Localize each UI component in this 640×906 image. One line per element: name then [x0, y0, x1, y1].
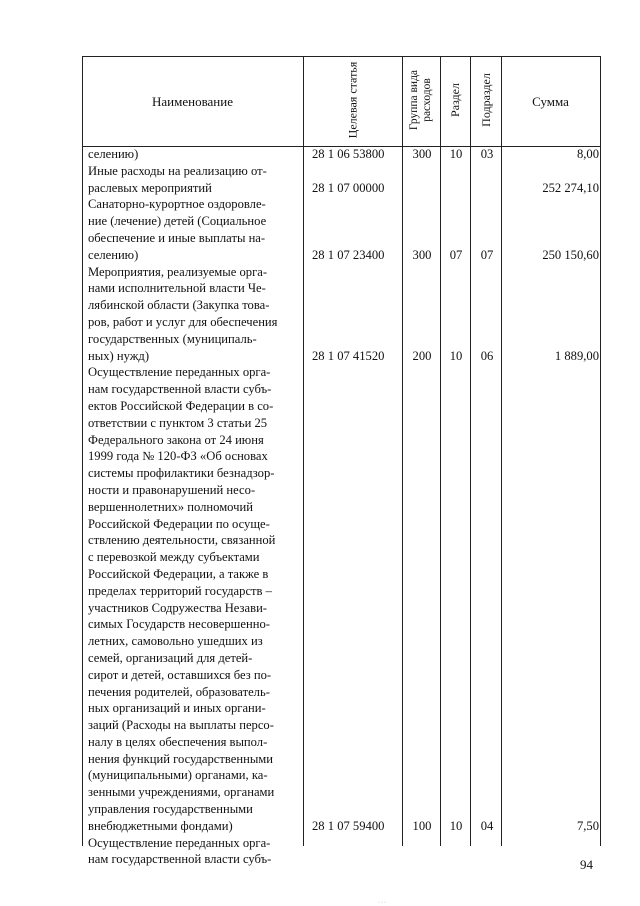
name-line: обеспечение и иные выплаты на-	[88, 230, 266, 245]
name-line: ных организаций и иных органи-	[88, 701, 266, 716]
subsection-code: 04	[480, 819, 494, 833]
name-line: сирот и детей, оставшихся без по-	[88, 667, 272, 682]
target-code: 28 1 07 41520	[312, 348, 385, 363]
section-code: 10	[449, 147, 463, 161]
expense-group: 300	[412, 147, 432, 161]
subsection-code: 06	[480, 348, 494, 363]
header-group-text: Группа вида расходов	[408, 69, 433, 131]
name-line: Иные расходы на реализацию от-	[88, 163, 267, 178]
table-top-border	[82, 56, 601, 57]
header-subsection	[480, 73, 492, 127]
name-line: ответствии с пунктом 3 статьи 25	[88, 415, 268, 430]
subsection-code: 03	[480, 147, 494, 161]
name-line: государственных (муниципаль-	[88, 331, 257, 346]
header-name: Наименование	[152, 94, 233, 109]
amount-value: 8,00	[576, 147, 599, 161]
target-code: 28 1 06 53800	[312, 147, 385, 161]
table-right-border	[600, 56, 601, 846]
col-divider-section	[440, 56, 441, 846]
name-line: ствлению деятельности, связанной	[88, 533, 276, 548]
name-line: ров, работ и услуг для обеспечения	[88, 314, 278, 329]
name-line: нам государственной власти субъ-	[88, 852, 272, 867]
name-line: системы профилактики безнадзор-	[88, 466, 275, 481]
col-divider-subsection	[470, 56, 471, 846]
name-line: Мероприятия, реализуемые орга-	[88, 264, 268, 279]
subsection-code: 07	[480, 247, 494, 262]
name-line: управления государственными	[88, 802, 253, 817]
amount-value: 252 274,10	[542, 180, 599, 195]
target-code: 28 1 07 00000	[312, 180, 385, 195]
name-line: внебюджетными фондами)	[88, 818, 233, 833]
name-line: заций (Расходы на выплаты персо-	[88, 718, 274, 733]
name-line: ности и правонарушений несо-	[88, 482, 256, 497]
name-line: селению)	[88, 147, 139, 161]
header-section-text: Раздел	[448, 83, 462, 117]
name-line: участников Содружества Незави-	[88, 600, 267, 615]
name-line: раслевых мероприятий	[88, 180, 212, 195]
name-column	[88, 146, 299, 868]
header-subsection-text: Подраздел	[479, 73, 493, 127]
name-line: вершеннолетних» полномочий	[88, 499, 253, 514]
header-section	[449, 83, 461, 117]
section-code: 10	[449, 819, 463, 833]
header-target	[347, 60, 360, 140]
header-group	[408, 59, 434, 141]
name-line: семей, организаций для детей-	[88, 650, 253, 665]
name-line: зенными учреждениями, органами	[88, 785, 275, 800]
table-left-border	[82, 56, 83, 846]
name-line: Санаторно-курортное оздоровле-	[88, 197, 266, 212]
name-line: Осуществление переданных орга-	[88, 365, 271, 380]
name-line: налу в целях обеспечения выпол-	[88, 734, 268, 749]
header-target-text: Целевая статья	[345, 61, 360, 139]
header-amount: Сумма	[532, 94, 569, 109]
name-line: с перевозкой между субъектами	[88, 550, 260, 565]
expense-group: 100	[412, 819, 432, 833]
scan-artifact: ···	[378, 900, 387, 906]
name-line: нения функций государственными	[88, 751, 274, 766]
name-line: ектов Российской Федерации в со-	[88, 398, 274, 413]
expense-group: 200	[412, 348, 432, 363]
section-code: 10	[449, 348, 463, 363]
page-number: 94	[580, 857, 593, 872]
name-line: летних, самовольно ушедших из	[88, 634, 263, 649]
section-code: 07	[449, 247, 463, 262]
name-line: нами исполнительной власти Че-	[88, 281, 266, 296]
name-line: Федерального закона от 24 июня	[88, 432, 264, 447]
amount-value: 7,50	[576, 819, 599, 833]
target-code: 28 1 07 59400	[312, 819, 385, 833]
name-line: печения родителей, образователь-	[88, 684, 270, 699]
name-line: ных) нужд)	[88, 348, 150, 363]
name-line: лябинской области (Закупка това-	[88, 298, 270, 313]
name-line: симых Государств несовершенно-	[88, 617, 270, 632]
name-line: 1999 года № 120-ФЗ «Об основах	[88, 449, 268, 464]
col-divider-group	[402, 56, 403, 846]
col-divider-code	[303, 56, 304, 846]
col-divider-amount	[501, 56, 502, 846]
name-line: пределах территорий государств –	[88, 583, 272, 598]
name-line: ние (лечение) детей (Социальное	[88, 214, 267, 229]
expense-group: 300	[412, 247, 432, 262]
amount-value: 250 150,60	[542, 247, 599, 262]
name-line: нам государственной власти субъ-	[88, 382, 272, 397]
target-code: 28 1 07 23400	[312, 247, 385, 262]
name-line: Российской Федерации, а также в	[88, 566, 269, 581]
name-line: селению)	[88, 247, 139, 262]
name-line: (муниципальными) органами, ка-	[88, 768, 268, 783]
name-line: Российской Федерации по осуще-	[88, 516, 270, 531]
name-line: Осуществление переданных орга-	[88, 835, 271, 850]
amount-value: 1 889,00	[554, 348, 599, 363]
